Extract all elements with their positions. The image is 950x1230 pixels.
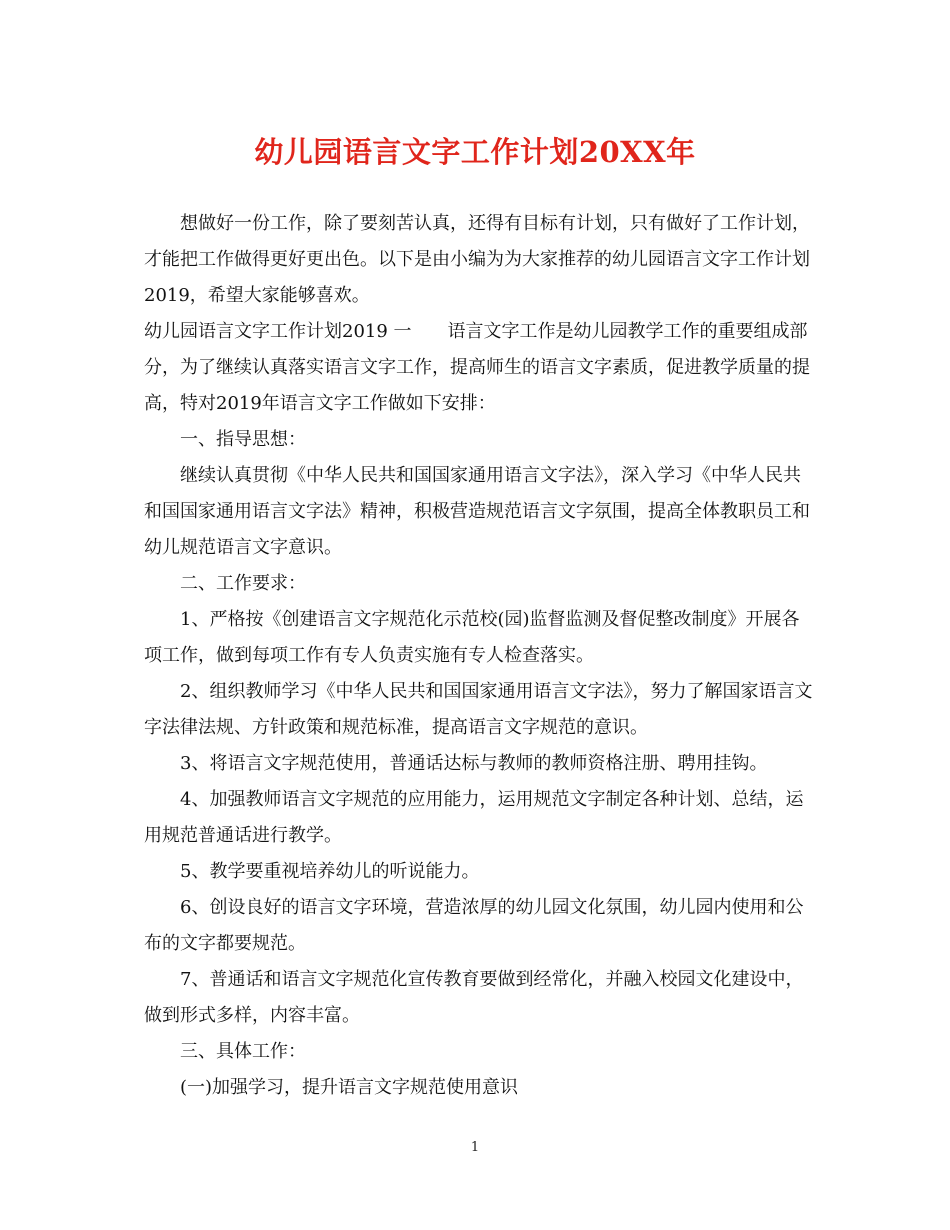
paragraph-guiding-thought: 继续认真贯彻《中华人民共和国国家通用语言文字法》，深入学习《中华人民共和国国家通用语言文字法》精神，积极营造规范语言文字氛围，提高全体教职员工和幼儿规范语言文字意识。 xyxy=(144,465,810,558)
subsection-heading-strengthen-learning: (一)加强学习，提升语言文字规范使用意识 xyxy=(180,1077,519,1098)
paragraph-intro: 想做好一份工作，除了要刻苦认真，还得有目标有计划，只有做好了工作计划，才能把工作做得更好更出色。以下是由小编为为大家推荐的幼儿园语言文字工作计划2019，希望大家能够喜欢。 xyxy=(144,213,810,306)
section-heading-guiding-thought: 一、指导思想： xyxy=(180,429,306,450)
list-item-requirement-4: 4、加强教师语言文字规范的应用能力，运用规范文字制定各种计划、总结，运用规范普通话进行教学。 xyxy=(144,789,804,846)
list-item-requirement-1: 1、严格按《创建语言文字规范化示范校(园)监督监测及督促整改制度》开展各项工作，做到每项工作有专人负责实施有专人检查落实。 xyxy=(144,609,800,666)
section-heading-work-requirements: 二、工作要求： xyxy=(180,573,306,594)
list-item-requirement-2: 2、组织教师学习《中华人民共和国国家通用语言文字法》，努力了解国家语言文字法律法规、方针政策和规范标准，提高语言文字规范的意识。 xyxy=(144,681,813,738)
list-item-requirement-5: 5、教学要重视培养幼儿的听说能力。 xyxy=(180,861,480,882)
section-heading-specific-work: 三、具体工作： xyxy=(180,1041,306,1062)
document-body xyxy=(144,206,816,1106)
document-title: 幼儿园语言文字工作计划20XX年 xyxy=(254,135,696,169)
list-item-requirement-6: 6、创设良好的语言文字环境，营造浓厚的幼儿园文化氛围，幼儿园内使用和公布的文字都要规范。 xyxy=(144,897,804,954)
list-item-requirement-7: 7、普通话和语言文字规范化宣传教育要做到经常化，并融入校园文化建设中，做到形式多样，内容丰富。 xyxy=(144,969,804,1026)
page-number: 1 xyxy=(470,1140,480,1155)
paragraph-plan-one: 幼儿园语言文字工作计划2019 一 语言文字工作是幼儿园教学工作的重要组成部分，为了继续认真落实语言文字工作，提高师生的语言文字素质，促进教学质量的提高，特对2019年语言文字工作做如下安排： xyxy=(144,321,810,414)
list-item-requirement-3: 3、将语言文字规范使用，普通话达标与教师的教师资格注册、聘用挂钩。 xyxy=(180,753,768,774)
